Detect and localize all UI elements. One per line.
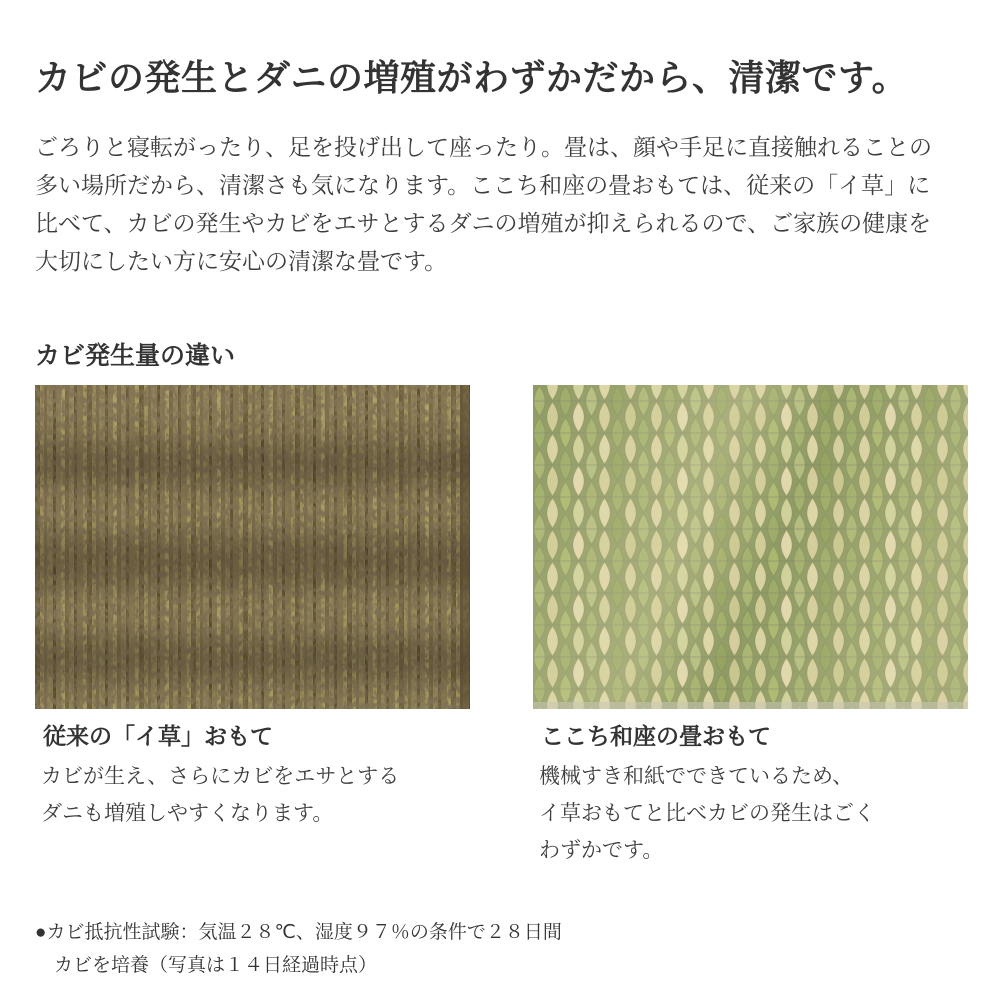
footnote-line: カビを培養（写真は１４日経過時点） [54,955,378,976]
section-title: カビ発生量の違い [35,342,236,370]
intro-paragraph [35,128,932,280]
caption-line: わずかです。 [539,839,664,862]
caption-line: カビが生え、さらにカビをエサとする [41,765,400,788]
intro-line: ごろりと寝転がったり、足を投げ出して座ったり。畳は、顔や手足に直接触れることの [35,134,932,160]
footnote [35,916,562,982]
caption-title-washi: ここち和座の畳おもて [541,723,771,749]
intro-line: 比べて、カビの発生やカビをエサとするダニの増殖が抑えられるので、ご家族の健康を [35,210,932,236]
caption-line: 機械すき和紙でできているため、 [539,765,854,788]
caption-title-igusa: 従来の「イ草」おもて [43,723,273,749]
figure-igusa [35,385,470,709]
page-title: カビの発生とダニの増殖がわずかだから、清潔です。 [35,57,909,98]
intro-line: 多い場所だから、清潔さも気になります。ここち和座の畳おもては、従来の「イ草」に [35,172,931,198]
moldy-igusa-tatami-photo [35,385,470,709]
figure-washi [533,385,968,709]
intro-line: 大切にしたい方に安心の清潔な畳です。 [35,248,448,274]
caption-line: ダニも増殖しやすくなります。 [41,802,334,825]
washi-tatami-photo [533,385,968,709]
footnote-line: ●カビ抵抗性試験：気温２８℃、湿度９７％の条件で２８日間 [35,922,562,943]
caption-body-igusa [41,758,399,832]
caption-line: イ草おもてと比べカビの発生はごく [539,802,875,825]
caption-body-washi [539,758,875,869]
